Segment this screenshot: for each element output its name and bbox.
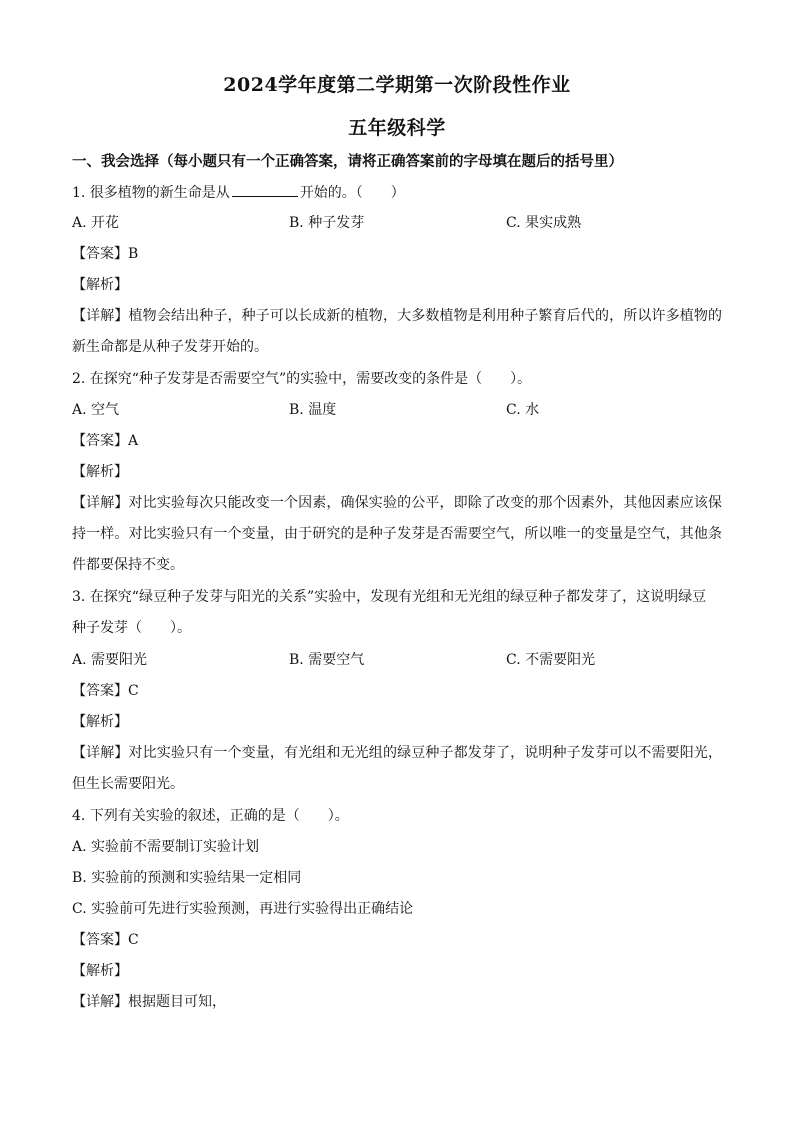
question-4-option-c: C. 实验前可先进行实验预测，再进行实验得出正确结论 [72,901,414,917]
question-4-option-a: A. 实验前不需要制订实验计划 [72,839,260,855]
question-1-option-c: C. 果实成熟 [506,215,582,231]
question-3-answer [72,681,139,701]
answer-label: 【答案】 [72,932,128,948]
question-4-option-b: B. 实验前的预测和实验结果一定相同 [72,870,302,886]
question-4-stem: 4. 下列有关实验的叙述，正确的是（ ）。 [72,808,349,824]
detail-label: 【详解】 [72,308,129,324]
document-subtitle: 五年级科学 [348,117,446,139]
detail-text: 植物会结出种子，种子可以长成新的植物，大多数植物是利用种子繁育后代的，所以许多植物的新生命都是从种子发芽开始的。 [72,308,723,356]
question-2-option-b: B. 温度 [289,402,337,418]
question-2-detail [72,488,722,582]
detail-label: 【详解】 [72,495,129,511]
question-3-stem-line-2: 种子发芽（ ）。 [72,620,191,636]
answer-value: C [128,683,139,699]
question-1-detail [72,301,722,363]
question-1-option-b: B. 种子发芽 [289,215,365,231]
answer-value: A [128,433,139,449]
question-3-option-a: A. 需要阳光 [72,652,148,668]
detail-label: 【详解】 [72,994,128,1010]
question-2-stem: 2. 在探究“种子发芽是否需要空气”的实验中，需要改变的条件是（ ）。 [72,371,532,387]
question-2-answer [72,431,138,451]
question-1-analysis-label: 【解析】 [72,277,128,293]
question-1-option-a: A. 开花 [72,215,120,231]
question-4-analysis-label: 【解析】 [72,963,128,979]
answer-label: 【答案】 [72,433,128,449]
detail-label: 【详解】 [72,745,129,761]
answer-value: B [128,246,139,262]
question-1-stem-post: 开始的。（ ） [299,185,405,201]
question-3-option-c: C. 不需要阳光 [506,652,596,668]
question-4-answer [72,930,139,950]
answer-label: 【答案】 [72,683,128,699]
question-2-analysis-label: 【解析】 [72,464,128,480]
detail-text: 根据题目可知， [128,994,226,1010]
question-1-stem [72,182,405,203]
answer-blank [232,182,298,197]
question-2-option-a: A. 空气 [72,402,120,418]
question-4-detail [72,992,226,1012]
question-3-detail [72,738,722,800]
answer-label: 【答案】 [72,246,128,262]
question-3-stem-line-1: 3. 在探究“绿豆种子发芽与阳光的关系”实验中，发现有光组和无光组的绿豆种子都发芽了，这说明绿豆 [72,589,707,605]
question-3-option-b: B. 需要空气 [289,652,365,668]
detail-text: 对比实验只有一个变量，有光组和无光组的绿豆种子都发芽了，说明种子发芽可以不需要阳光，但生长需要阳光。 [72,745,723,793]
detail-text: 对比实验每次只能改变一个因素，确保实验的公平，即除了改变的那个因素外，其他因素应该保持一样。对比实验只有一个变量，由于研究的是种子发芽是否需要空气，所以唯一的变量是空气，其他条件都要保持不变。 [72,495,723,574]
question-3-analysis-label: 【解析】 [72,714,128,730]
section-heading: 一、我会选择（每小题只有一个正确答案，请将正确答案前的字母填在题后的括号里） [72,153,623,170]
document-title: 2024学年度第二学期第一次阶段性作业 [223,74,571,96]
answer-value: C [128,932,139,948]
question-1-stem-pre: 1. 很多植物的新生命是从 [72,185,230,201]
question-2-option-c: C. 水 [506,402,540,418]
question-1-answer [72,244,138,264]
